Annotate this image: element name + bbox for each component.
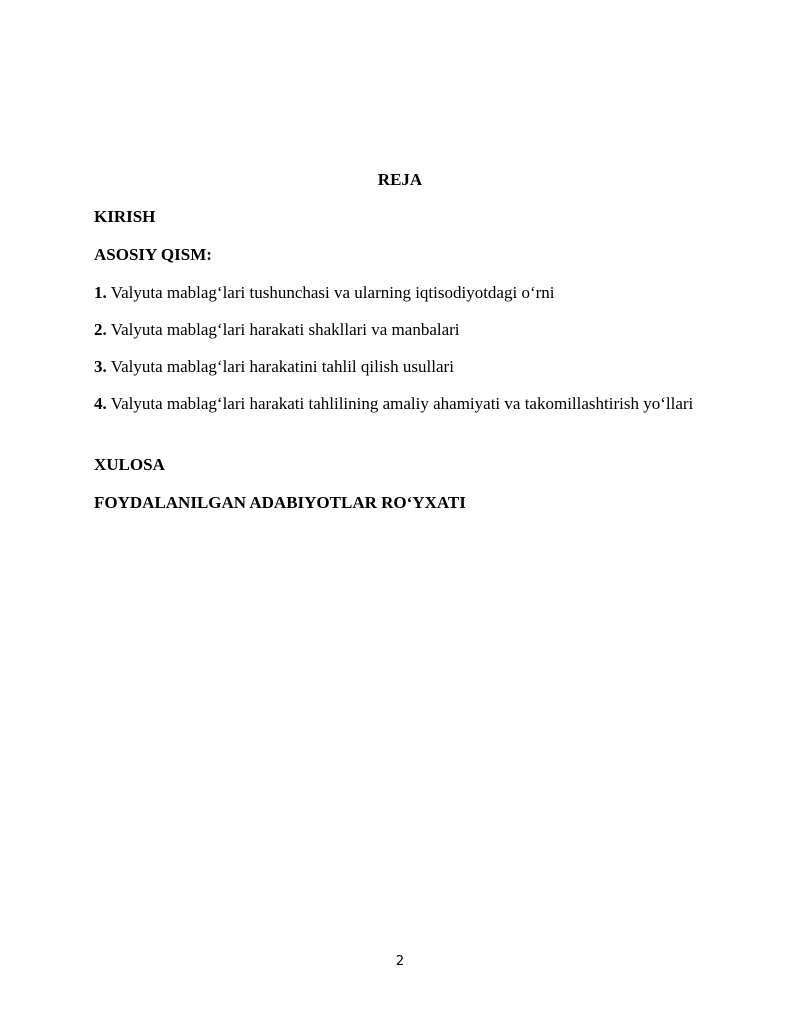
plan-item-number: 2. (94, 320, 107, 339)
plan-item-number: 1. (94, 283, 107, 302)
plan-item-text: Valyuta mablag‘lari harakati tahlilining amaliy ahamiyati va takomillashtirish yo‘llari (110, 394, 694, 413)
section-main-heading: ASOSIY QISM: (94, 245, 212, 264)
plan-item-text: Valyuta mablag‘lari harakati shakllari va manbalari (110, 320, 460, 339)
plan-item-text: Valyuta mablag‘lari tushunchasi va ularning iqtisodiyotdagi o‘rni (110, 283, 555, 302)
plan-item-number: 3. (94, 357, 107, 376)
page-number: 2 (395, 954, 405, 969)
plan-item-3 (94, 355, 714, 379)
section-conclusion: XULOSA (94, 455, 165, 474)
plan-item-number: 4. (94, 394, 107, 413)
plan-item-1 (94, 281, 714, 305)
section-intro: KIRISH (94, 207, 156, 226)
plan-item-4 (94, 392, 714, 416)
section-references: FOYDALANILGAN ADABIYOTLAR RO‘YXATI (94, 493, 466, 512)
plan-item-text: Valyuta mablag‘lari harakatini tahlil qilish usullari (110, 357, 454, 376)
page-title: REJA (377, 170, 423, 189)
plan-item-2 (94, 318, 714, 342)
